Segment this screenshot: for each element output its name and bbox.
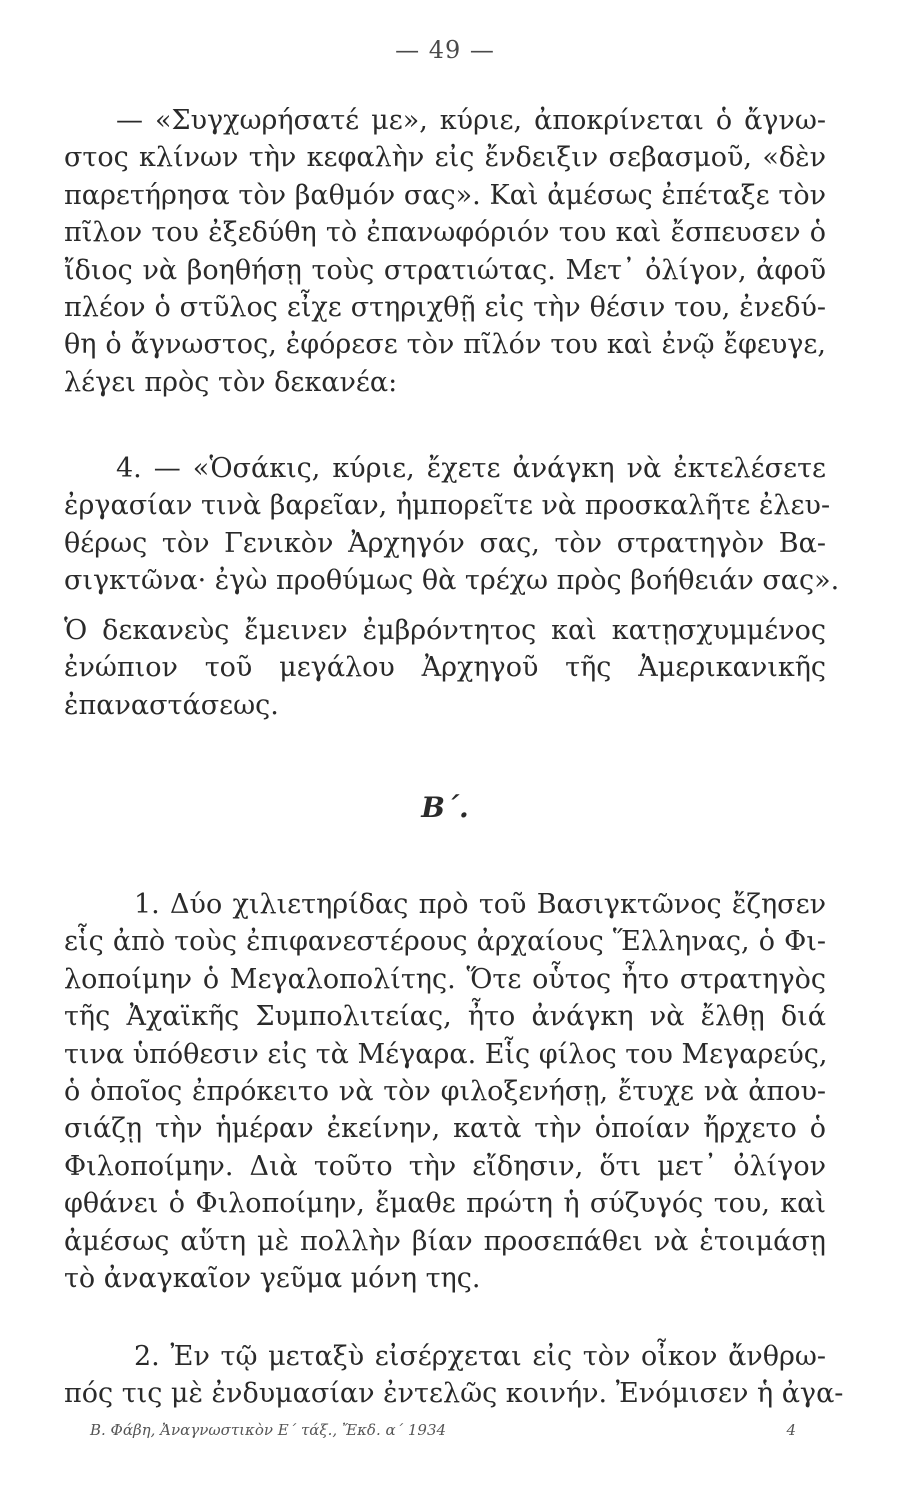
text-line: τὸ ἀναγκαῖον γεῦμα μόνη της. xyxy=(64,1263,481,1295)
text-line: θέρως τὸν Γενικὸν Ἀρχηγόν σας, τὸν στρατηγὸν Βα- xyxy=(64,527,826,559)
text-line: ὁ ὁποῖος ἐπρόκειτο νὰ τὸν φιλοξενήσῃ, ἔτυχε νὰ ἀπου- xyxy=(64,1076,826,1108)
paragraph-2 xyxy=(64,450,840,600)
text-line: τῆς Ἀχαϊκῆς Συμπολιτείας, ἦτο ἀνάγκη νὰ ἔλθῃ διά xyxy=(64,1001,826,1033)
text-line: θη ὁ ἄγνωστος, ἐφόρεσε τὸν πῖλόν του καὶ ἐνῷ ἔφευγε, xyxy=(64,329,826,361)
text-line: παρετήρησα τὸν βαθμόν σας». Καὶ ἀμέσως ἐπέταξε τὸν xyxy=(64,179,826,211)
text-line: εἷς ἀπὸ τοὺς ἐπιφανεστέρους ἀρχαίους Ἕλληνας, ὁ Φι- xyxy=(64,926,826,958)
text-line: πός τις μὲ ἐνδυμασίαν ἐντελῶς κοινήν. Ἐνόμισεν ἡ ἀγα- xyxy=(64,1378,844,1410)
footer-signature: 4 xyxy=(786,1421,796,1439)
paragraph-1 xyxy=(64,102,826,401)
text-line: — «Συγχωρήσατέ με», κύριε, ἀποκρίνεται ὁ ἄγνω- xyxy=(116,105,826,136)
text-line: 1. Δύο χιλιετηρίδας πρὸ τοῦ Βασιγκτῶνος ἔζησεν xyxy=(134,889,826,920)
paragraph-4 xyxy=(64,886,826,1297)
page-number: — 49 — xyxy=(395,36,495,64)
text-line: λοποίμην ὁ Μεγαλοπολίτης. Ὅτε οὗτος ἦτο στρατηγὸς xyxy=(64,963,826,995)
section-heading: Β΄. xyxy=(421,791,469,824)
paragraph-5 xyxy=(64,1338,844,1413)
text-line: σιάζῃ τὴν ἡμέραν ἐκείνην, κατὰ τὴν ὁποίαν ἤρχετο ὁ xyxy=(64,1113,826,1145)
text-line: ἐπαναστάσεως. xyxy=(64,689,279,721)
text-line: πῖλον του ἐξεδύθη τὸ ἐπανωφόριόν του καὶ ἔσπευσεν ὁ xyxy=(64,217,826,249)
text-line: ἴδιος νὰ βοηθήσῃ τοὺς στρατιώτας. Μετ᾽ ὀλίγον, ἀφοῦ xyxy=(64,254,826,286)
text-line: Ὁ δεκανεὺς ἔμεινεν ἐμβρόντητος καὶ κατῃσχυμμένος xyxy=(64,615,826,646)
text-line: στος κλίνων τὴν κεφαλὴν εἰς ἔνδειξιν σεβασμοῦ, «δὲν xyxy=(64,142,826,174)
text-line: πλέον ὁ στῦλος εἶχε στηριχθῇ εἰς τὴν θέσιν του, ἐνεδύ- xyxy=(64,292,826,324)
text-line: σιγκτῶνα· ἐγὼ προθύμως θὰ τρέχω πρὸς βοήθειάν σας». xyxy=(64,565,840,597)
text-line: τινα ὑπόθεσιν εἰς τὰ Μέγαρα. Εἷς φίλος του Μεγαρεύς, xyxy=(64,1038,828,1070)
text-line: Φιλοποίμην. Διὰ τοῦτο τὴν εἴδησιν, ὅτι μετ᾽ ὀλίγον xyxy=(64,1150,826,1182)
text-line: λέγει πρὸς τὸν δεκανέα: xyxy=(64,366,398,398)
book-page xyxy=(64,30,844,1470)
text-line: 2. Ἐν τῷ μεταξὺ εἰσέρχεται εἰς τὸν οἶκον ἄνθρω- xyxy=(134,1341,826,1372)
paragraph-3 xyxy=(64,612,826,724)
text-line: φθάνει ὁ Φιλοποίμην, ἔμαθε πρώτη ἡ σύζυγός του, καὶ xyxy=(64,1188,826,1220)
text-line: ἀμέσως αὕτη μὲ πολλὴν βίαν προσεπάθει νὰ ἑτοιμάσῃ xyxy=(64,1225,826,1257)
footer-imprint: Β. Φάβη, Ἀναγνωστικὸν Ε΄ τάξ., Ἔκδ. α΄ 1934 xyxy=(90,1421,447,1439)
text-line: 4. — «Ὁσάκις, κύριε, ἔχετε ἀνάγκη νὰ ἐκτελέσετε xyxy=(116,453,826,484)
text-line: ἐνώπιον τοῦ μεγάλου Ἀρχηγοῦ τῆς Ἀμερικανικῆς xyxy=(64,652,826,684)
text-line: ἐργασίαν τινὰ βαρεῖαν, ἠμπορεῖτε νὰ προσκαλῆτε ἐλευ- xyxy=(64,490,831,522)
